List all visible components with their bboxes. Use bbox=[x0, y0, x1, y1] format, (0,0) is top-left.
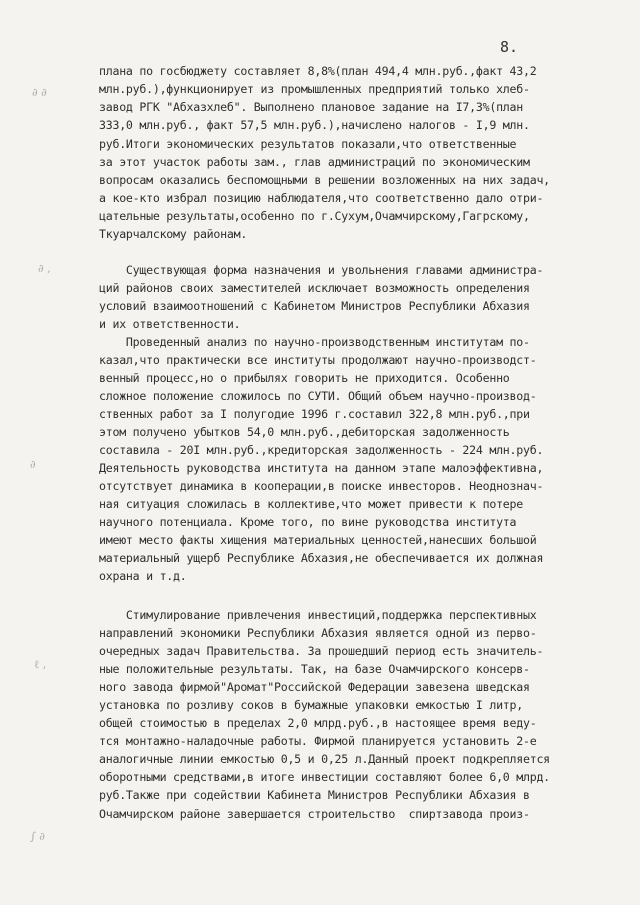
text-line: завод РГК "Абхазхлеб". Выполнено плановое задание на I7,3%(план bbox=[99, 100, 523, 114]
text-line: казал,что практически все институты продолжают научно-производст- bbox=[99, 353, 537, 367]
text-line: имеют место факты хищения материальных ценностей,нанесших большой bbox=[99, 533, 537, 547]
text-line: этом получено убытков 54,0 млн.руб.,дебиторская задолженность bbox=[99, 425, 510, 439]
text-line: очередных задач Правительства. За прошедший период есть значитель- bbox=[99, 644, 544, 658]
text-line: условий взаимоотношений с Кабинетом Министров Республики Абхазия bbox=[99, 299, 530, 313]
text-line: ные положительные результаты. Так, на базе Очамчирского консерв- bbox=[99, 662, 530, 676]
margin-mark: ∫ ∂ bbox=[30, 830, 45, 843]
text-line: вопросам оказались беспомощными в решении возложенных на них задач, bbox=[99, 173, 550, 187]
text-line: Деятельность руководства института на данном этапе малоэффективна, bbox=[99, 461, 544, 475]
page-number: 8. bbox=[500, 38, 519, 56]
text-line: тся монтажно-наладочные работы. Фирмой планируется установить 2-е bbox=[99, 734, 537, 748]
text-line: общей стоимостью в пределах 2,0 млрд.руб.,в настоящее время веду- bbox=[99, 716, 537, 730]
text-line: Ткуарчалскому районам. bbox=[99, 227, 248, 241]
text-line: руб.Итоги экономических результатов показали,что ответственные bbox=[99, 137, 517, 151]
text-line: венный процесс,но о прибылях говорить не приходится. Особенно bbox=[99, 371, 510, 385]
text-line: установка по розливу соков в бумажные упаковки емкостью I литр, bbox=[99, 698, 523, 712]
text-line: научного потенциала. Кроме того, по вине руководства института bbox=[99, 515, 517, 529]
text-line: Очамчирском районе завершается строительство спиртзавода произ- bbox=[99, 807, 530, 821]
text-line: ственных работ за I полугодие 1996 г.составил 322,8 млн.руб.,при bbox=[99, 407, 530, 421]
text-line: отсутствует динамика в кооперации,в поиске инвесторов. Неоднознач- bbox=[99, 479, 544, 493]
text-line: 333,0 млн.руб., факт 57,5 млн.руб.),начислено налогов - I,9 млн. bbox=[99, 118, 530, 132]
text-line: млн.руб.),функционирует из промышленных предприятий только хлеб- bbox=[99, 82, 530, 96]
text-line: плана по госбюджету составляет 8,8%(план 494,4 млн.руб.,факт 43,2 bbox=[99, 64, 537, 78]
text-line: аналогичные линии емкостью 0,5 и 0,25 л.Данный проект подкрепляется bbox=[99, 752, 550, 766]
text-line: оборотными средствами,в итоге инвестиции составляют более 6,0 млрд. bbox=[99, 770, 550, 784]
text-line: и их ответственности. bbox=[99, 317, 241, 331]
text-line: руб.Также при содействии Кабинета Министров Республики Абхазия в bbox=[99, 788, 530, 802]
text-line: ная ситуация сложилась в коллективе,что может привести к потере bbox=[99, 497, 523, 511]
margin-mark: ℓ , bbox=[34, 658, 47, 671]
text-line: направлений экономики Республики Абхазия является одной из перво- bbox=[99, 626, 537, 640]
text-line: охрана и т.д. bbox=[99, 569, 187, 583]
text-line: составила - 20I млн.руб.,кредиторская задолженность - 224 млн.руб. bbox=[99, 443, 544, 457]
margin-mark: ∂ , bbox=[38, 262, 51, 275]
text-line: материальный ущерб Республике Абхазия,не обеспечивается их должная bbox=[99, 551, 544, 565]
margin-mark: ∂ bbox=[30, 458, 36, 471]
text-line: Проведенный анализ по научно-производственным институтам по- bbox=[99, 335, 530, 349]
text-line: ций районов своих заместителей исключает возможность определения bbox=[99, 281, 530, 295]
margin-mark: ∂ ∂ bbox=[32, 86, 47, 99]
text-line: Существующая форма назначения и увольнения главами администра- bbox=[99, 263, 544, 277]
text-line: ного завода фирмой"Аромат"Российской Федерации завезена шведская bbox=[99, 680, 530, 694]
text-line: цательные результаты,особенно по г.Сухум,Очамчирскому,Гагрскому, bbox=[99, 209, 530, 223]
text-line: а кое-кто избрал позицию наблюдателя,что соответственно дало отри- bbox=[99, 191, 544, 205]
text-line: сложное положение сложилось по СУТИ. Общий объем научно-производ- bbox=[99, 389, 537, 403]
text-line: за этот участок работы зам., глав администраций по экономическим bbox=[99, 155, 530, 169]
text-line: Стимулирование привлечения инвестиций,поддержка перспективных bbox=[99, 608, 537, 622]
